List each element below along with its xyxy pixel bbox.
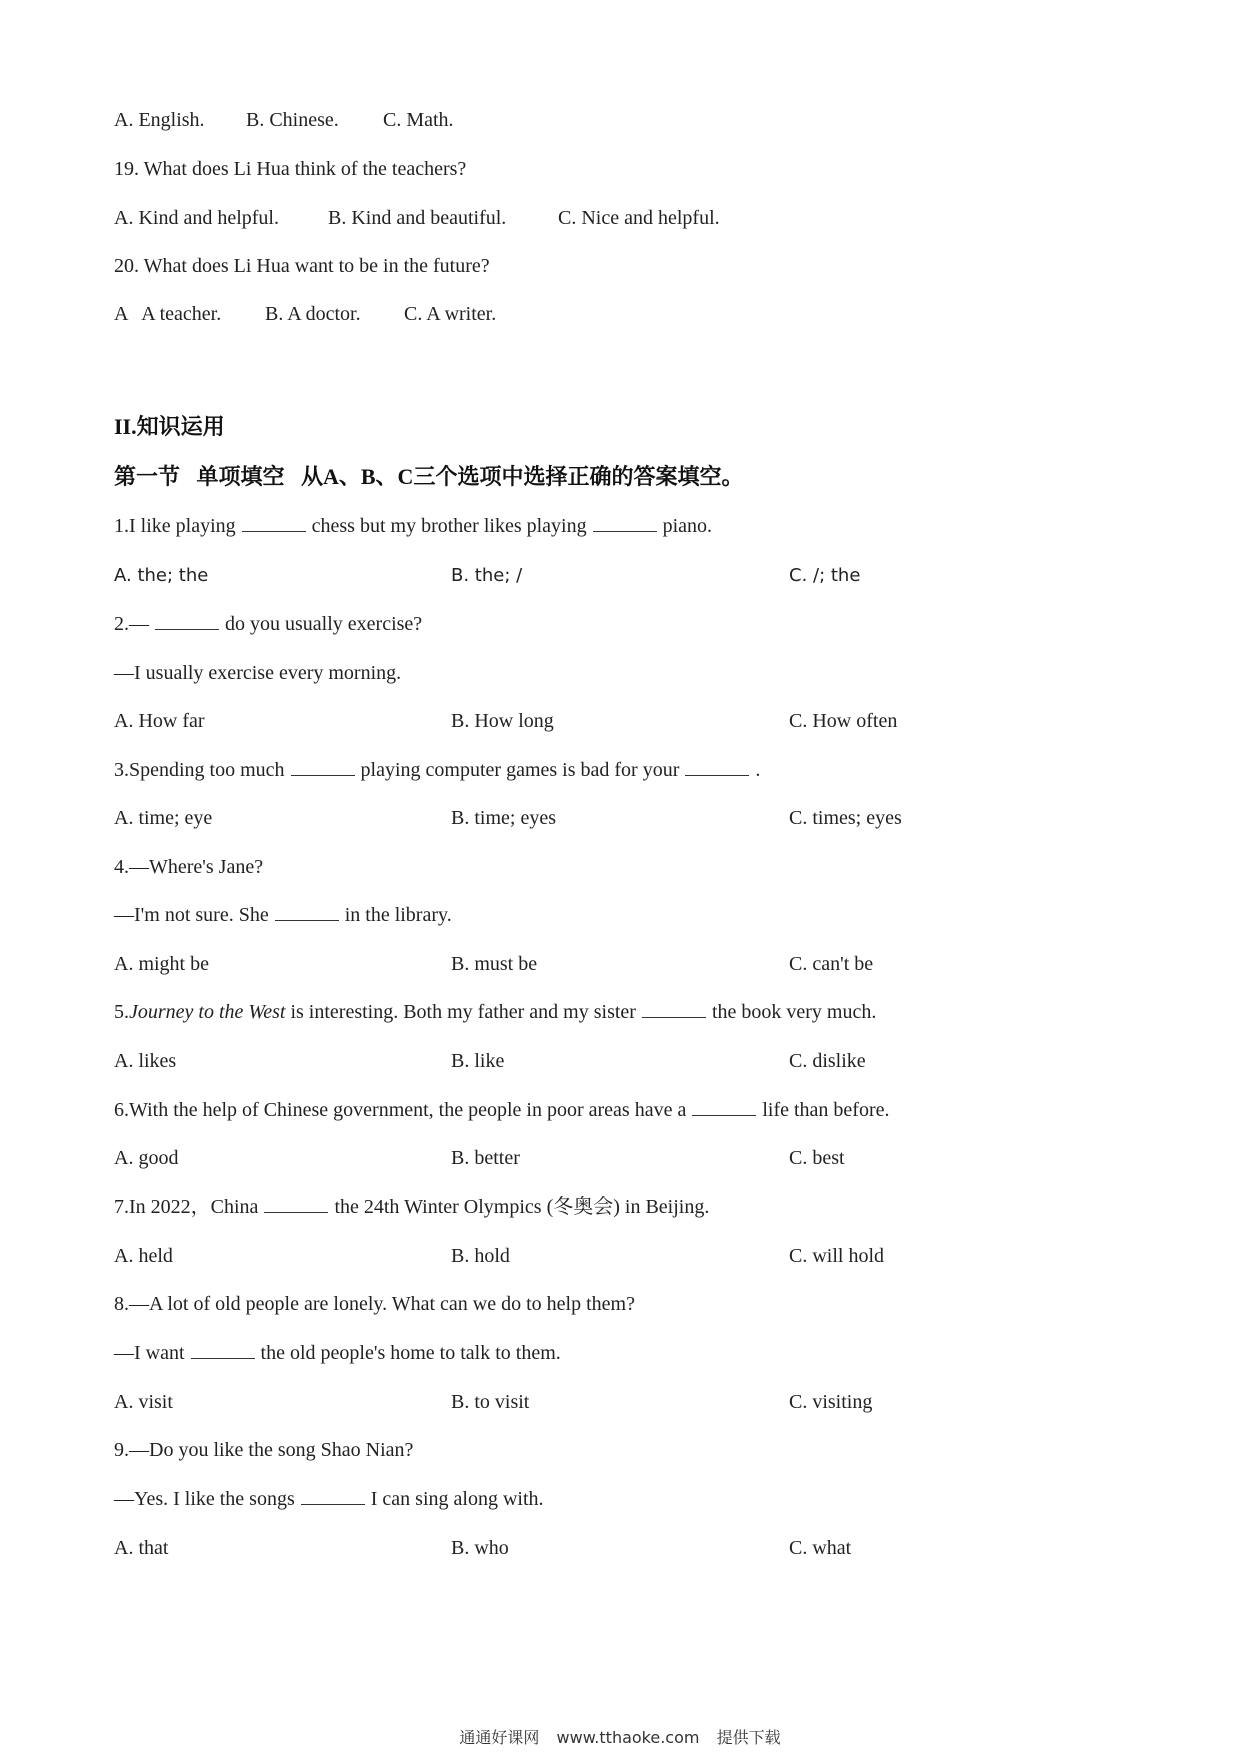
q9-option-c: C. what xyxy=(789,1537,852,1559)
q5-question: 5.Journey to the West is interesting. Both my father and my sister the book very much. xyxy=(114,1001,877,1023)
q7-question: 7.In 2022，China the 24th Winter Olympics (冬奥会) in Beijing. xyxy=(114,1196,710,1218)
footer-suffix: 提供下载 xyxy=(716,1728,781,1747)
q5-option-c: C. dislike xyxy=(789,1050,866,1072)
blank xyxy=(685,759,749,776)
q3-option-b: B. time; eyes xyxy=(451,807,556,829)
q4-option-c: C. can't be xyxy=(789,953,874,975)
q19-option-b: B. Kind and beautiful. xyxy=(328,207,507,229)
q9-option-a: A. that xyxy=(114,1537,169,1559)
q4-option-a: A. might be xyxy=(114,953,209,975)
q1-option-c: C. /; the xyxy=(789,565,861,586)
q3-option-a: A. time; eye xyxy=(114,807,213,829)
q8-reply: —I want the old people's home to talk to them. xyxy=(114,1342,561,1364)
q20-option-a: A A teacher. xyxy=(114,303,222,325)
footer-site-name: 通通好课网 xyxy=(459,1728,540,1747)
q18-option-b: B. Chinese. xyxy=(246,109,339,131)
q3-option-c: C. times; eyes xyxy=(789,807,902,829)
blank xyxy=(593,515,657,532)
blank xyxy=(242,515,306,532)
q8-option-c: C. visiting xyxy=(789,1391,873,1413)
q8-question: 8.—A lot of old people are lonely. What can we do to help them? xyxy=(114,1293,635,1315)
q9-question: 9.—Do you like the song Shao Nian? xyxy=(114,1439,414,1461)
q6-option-c: C. best xyxy=(789,1147,845,1169)
q4-reply: —I'm not sure. She in the library. xyxy=(114,904,452,926)
q18-option-a: A. English. xyxy=(114,109,205,131)
q6-option-a: A. good xyxy=(114,1147,179,1169)
blank xyxy=(264,1196,328,1213)
q7-option-c: C. will hold xyxy=(789,1245,885,1267)
q18-option-c: C. Math. xyxy=(383,109,454,131)
q1-option-b: B. the; / xyxy=(451,565,523,586)
q5-option-b: B. like xyxy=(451,1050,505,1072)
blank xyxy=(301,1488,365,1505)
q1-question: 1.I like playing chess but my brother likes playing piano. xyxy=(114,515,713,537)
q7-option-a: A. held xyxy=(114,1245,173,1267)
q8-option-b: B. to visit xyxy=(451,1391,530,1413)
blank xyxy=(642,1001,706,1018)
q19-option-a: A. Kind and helpful. xyxy=(114,207,279,229)
blank xyxy=(155,613,219,630)
q20-option-c: C. A writer. xyxy=(404,303,497,325)
blank xyxy=(692,1099,756,1116)
q2-question: 2.— do you usually exercise? xyxy=(114,613,423,635)
blank xyxy=(291,759,355,776)
q4-option-b: B. must be xyxy=(451,953,538,975)
q5-option-a: A. likes xyxy=(114,1050,177,1072)
q8-option-a: A. visit xyxy=(114,1391,173,1413)
q2-option-b: B. How long xyxy=(451,710,554,732)
q2-option-c: C. How often xyxy=(789,710,898,732)
q4-question: 4.—Where's Jane? xyxy=(114,856,264,878)
q6-question: 6.With the help of Chinese government, the people in poor areas have a life than before. xyxy=(114,1099,890,1121)
q1-option-a: A. the; the xyxy=(114,565,209,586)
q9-option-b: B. who xyxy=(451,1537,509,1559)
q6-option-b: B. better xyxy=(451,1147,520,1169)
q20-question: 20. What does Li Hua want to be in the future? xyxy=(114,255,490,277)
blank xyxy=(191,1342,255,1359)
section-subtitle: 第一节 单项填空 从A、B、C三个选项中选择正确的答案填空。 xyxy=(114,464,744,489)
page-footer xyxy=(0,1728,1240,1748)
q2-option-a: A. How far xyxy=(114,710,205,732)
q19-question: 19. What does Li Hua think of the teachers? xyxy=(114,158,467,180)
q7-option-b: B. hold xyxy=(451,1245,510,1267)
q2-reply: —I usually exercise every morning. xyxy=(114,662,402,684)
q20-option-b: B. A doctor. xyxy=(265,303,361,325)
q9-reply: —Yes. I like the songs I can sing along with. xyxy=(114,1488,544,1510)
footer-url[interactable]: www.tthaoke.com xyxy=(556,1728,700,1747)
q19-option-c: C. Nice and helpful. xyxy=(558,207,720,229)
section-title: II.知识运用 xyxy=(114,414,225,439)
q3-question: 3.Spending too much playing computer games is bad for your . xyxy=(114,759,761,781)
book-title: Journey to the West xyxy=(129,1001,286,1023)
blank xyxy=(275,904,339,921)
